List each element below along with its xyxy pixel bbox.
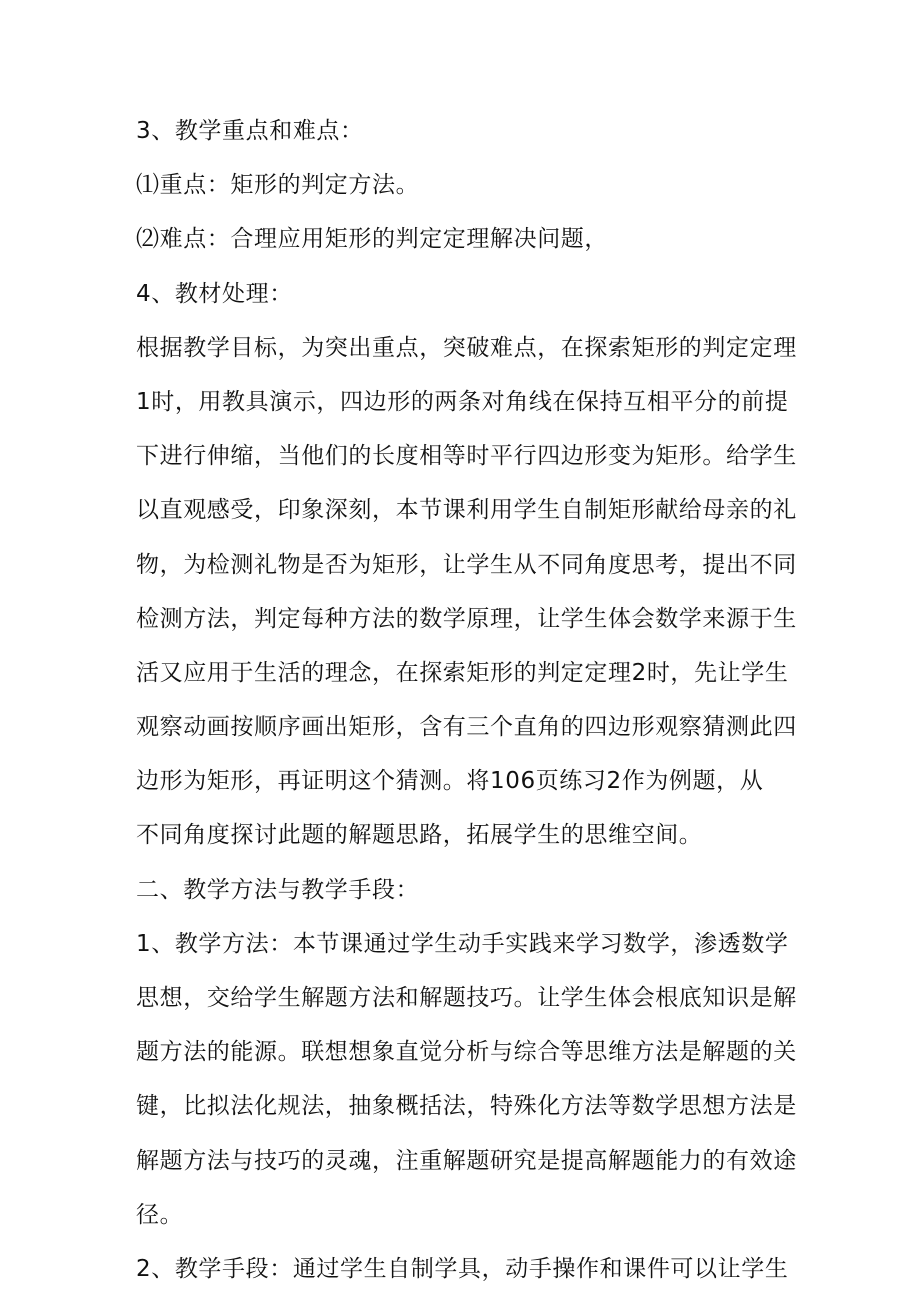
text-line: 不同角度探讨此题的解题思路，拓展学生的思维空间。	[136, 822, 703, 849]
text-line: 根据教学目标，为突出重点，突破难点，在探索矩形的判定定理	[136, 334, 797, 361]
text-line: ⑴重点：矩形的判定方法。	[136, 172, 420, 199]
text-line: 径。	[136, 1201, 184, 1228]
text-line: 观察动画按顺序画出矩形，含有三个直角的四边形观察猜测此四	[136, 714, 797, 741]
text-line: 活又应用于生活的理念，在探索矩形的判定定理2时，先让学生	[136, 659, 789, 686]
text-line: 1时，用教具演示，四边形的两条对角线在保持互相平分的前提	[136, 388, 789, 415]
document-body	[136, 104, 796, 1296]
text-line: 键，比拟法化规法，抽象概括法，特殊化方法等数学思想方法是	[136, 1093, 797, 1120]
text-line: 边形为矩形，再证明这个猜测。将106页练习2作为例题，从	[136, 768, 764, 795]
text-line: 检测方法，判定每种方法的数学原理，让学生体会数学来源于生	[136, 605, 797, 632]
text-line: 思想，交给学生解题方法和解题技巧。让学生体会根底知识是解	[136, 985, 797, 1011]
text-line: 物，为检测礼物是否为矩形，让学生从不同角度思考，提出不同	[136, 551, 797, 578]
text-line: ⑵难点：合理应用矩形的判定定理解决问题，	[136, 226, 608, 253]
text-line: 解题方法与技巧的灵魂，注重解题研究是提高解题能力的有效途	[136, 1147, 797, 1174]
text-line: 题方法的能源。联想想象直觉分析与综合等思维方法是解题的关	[136, 1039, 797, 1066]
text-line: 1、教学方法：本节课通过学生动手实践来学习数学，渗透数学	[136, 930, 789, 957]
text-line: 2、教学手段：通过学生自制学具，动手操作和课件可以让学生	[136, 1255, 789, 1282]
text-line: 3、教学重点和难点：	[136, 118, 364, 144]
text-line: 4、教材处理：	[136, 280, 293, 307]
text-line: 二、教学方法与教学手段：	[136, 876, 420, 903]
text-line: 下进行伸缩，当他们的长度相等时平行四边形变为矩形。给学生	[136, 443, 797, 470]
text-line: 以直观感受，印象深刻，本节课利用学生自制矩形献给母亲的礼	[136, 497, 797, 524]
